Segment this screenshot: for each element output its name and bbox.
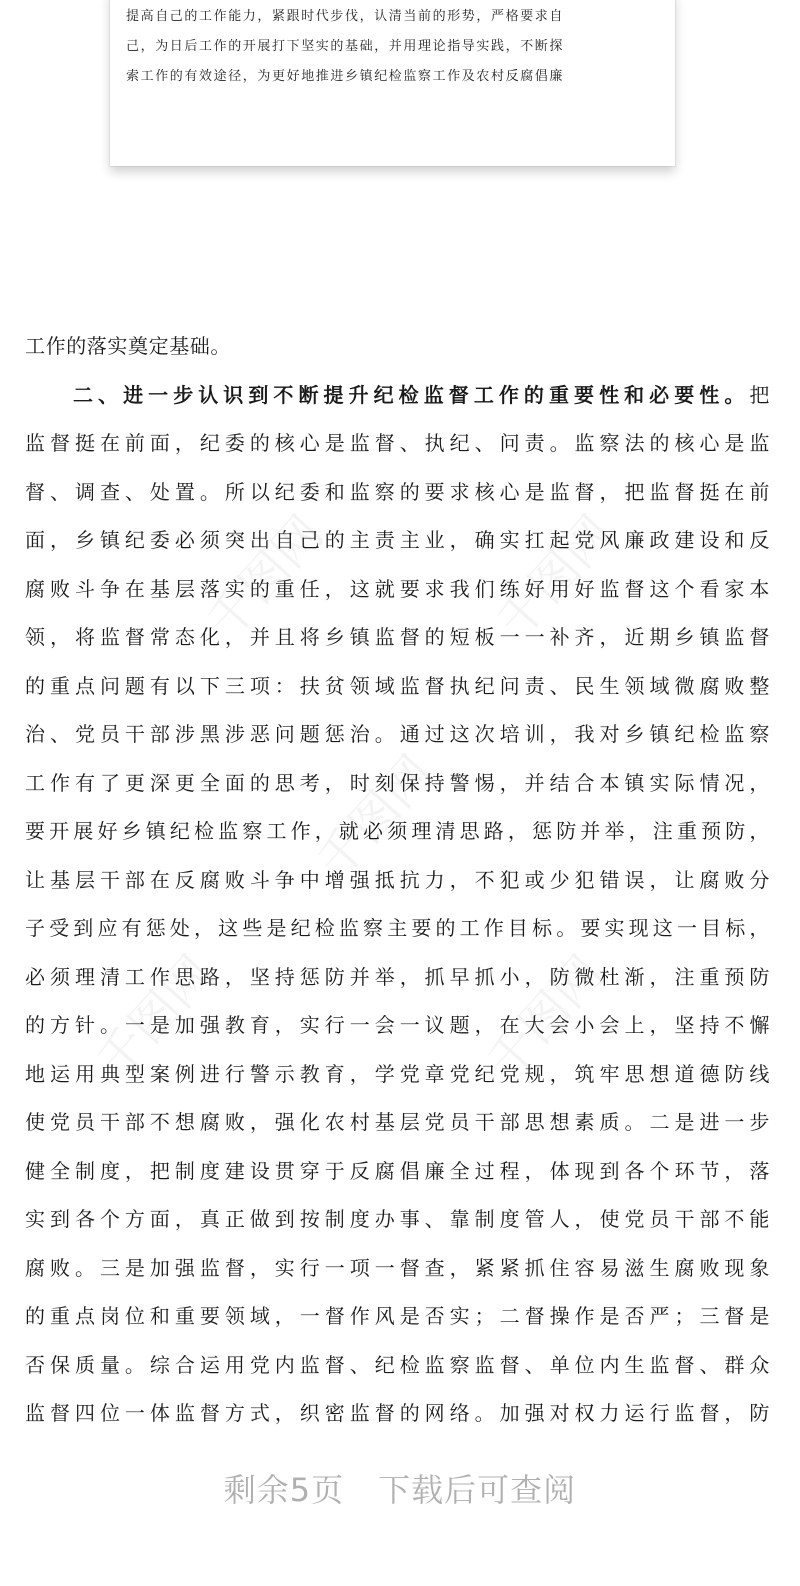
preview-line: 索工作的有效途径，为更好地推进乡镇纪检监察工作及农村反腐倡廉 bbox=[126, 69, 565, 84]
paragraph-line: 的重点岗位和重要领域，一督作风是否实；二督操作是否严；三督是 bbox=[25, 1304, 770, 1328]
heading-bold-text: 二、进一步认识到不断提升纪检监督工作的重要性和必要性。 bbox=[73, 382, 750, 407]
paragraph-line: 工作的落实奠定基础。 bbox=[25, 334, 231, 358]
heading-rest-text: 把 bbox=[749, 382, 770, 407]
preview-line: 己，为日后工作的开展打下坚实的基础，并用理论指导实践，不断探 bbox=[126, 39, 565, 54]
paragraph-line: 健全制度，把制度建设贯穿于反腐倡廉全过程，体现到各个环节，落 bbox=[25, 1158, 770, 1183]
watermark-4: 千图网 bbox=[86, 945, 225, 1090]
paragraph-line: 工作有了更深更全面的思考，时刻保持警惕，并结合本镇实际情况， bbox=[25, 770, 770, 795]
paragraph-line: 地运用典型案例进行警示教育，学党章党纪党规，筑牢思想道德防线 bbox=[25, 1061, 770, 1086]
paragraph-line: 监督挺在前面，纪委的核心是监督、执纪、问责。监察法的核心是监 bbox=[25, 431, 770, 455]
paragraph-line: 领，将监督常态化，并且将乡镇监督的短板一一补齐，近期乡镇监督 bbox=[25, 625, 770, 649]
remaining-pages-text[interactable]: 剩余5页 bbox=[223, 1471, 345, 1509]
paragraph-line: 治、党员干部涉黑涉恶问题惩治。通过这次培训，我对乡镇纪检监察 bbox=[25, 722, 770, 746]
section-heading bbox=[25, 371, 770, 420]
paragraph-line: 子受到应有惩处，这些是纪检监察主要的工作目标。要实现这一目标， bbox=[25, 916, 770, 940]
paragraph-line: 面，乡镇纪委必须突出自己的主责主业，确实扛起党风廉政建设和反 bbox=[25, 528, 770, 552]
paragraph-line: 督、调查、处置。所以纪委和监察的要求核心是监督，把监督挺在前 bbox=[25, 479, 770, 504]
paragraph-line: 腐败斗争在基层落实的重任，这就要求我们练好用好监督这个看家本 bbox=[25, 576, 770, 601]
preview-text bbox=[126, 2, 659, 92]
paragraph-line: 否保质量。综合运用党内监督、纪检监察监督、单位内生监督、群众 bbox=[25, 1352, 770, 1377]
paragraph-line: 使党员干部不想腐败，强化农村基层党员干部思想素质。二是进一步 bbox=[25, 1110, 770, 1134]
paragraph-line: 要开展好乡镇纪检监察工作，就必须理清思路，惩防并举，注重预防， bbox=[25, 819, 770, 843]
watermark-3: 千图网 bbox=[306, 745, 445, 890]
download-to-view-text[interactable]: 下载后可查阅 bbox=[378, 1471, 577, 1509]
paragraph-line: 的重点问题有以下三项：扶贫领域监督执纪问责、民生领域微腐败整 bbox=[25, 673, 770, 698]
preview-card bbox=[110, 0, 675, 166]
watermark-2: 千图网 bbox=[486, 505, 625, 650]
download-prompt[interactable] bbox=[0, 1465, 800, 1511]
paragraph-line: 实到各个方面，真正做到按制度办事、靠制度管人，使党员干部不能 bbox=[25, 1207, 770, 1231]
watermark-5: 千图网 bbox=[476, 945, 615, 1090]
preview-line: 提高自己的工作能力，紧跟时代步伐，认清当前的形势，严格要求自 bbox=[126, 9, 565, 24]
watermark-1: 千图网 bbox=[196, 505, 335, 650]
document-body bbox=[25, 322, 770, 1438]
paragraph-line: 监督四位一体监督方式，织密监督的网络。加强对权力运行监督，防 bbox=[25, 1401, 770, 1425]
paragraph-line: 的方针。一是加强教育，实行一会一议题，在大会小会上，坚持不懈 bbox=[25, 1013, 770, 1037]
paragraph-line: 让基层干部在反腐败斗争中增强抵抗力，不犯或少犯错误，让腐败分 bbox=[25, 867, 770, 892]
paragraph-line: 必须理清工作思路，坚持惩防并举，抓早抓小，防微杜渐，注重预防 bbox=[25, 964, 770, 989]
paragraph-line: 腐败。三是加强监督，实行一项一督查，紧紧抓住容易滋生腐败现象 bbox=[25, 1255, 770, 1280]
